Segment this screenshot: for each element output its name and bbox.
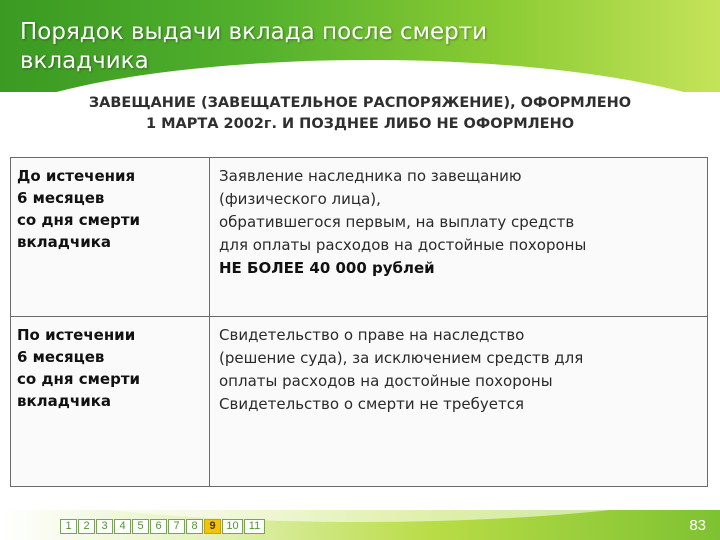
info-table — [10, 157, 708, 487]
period-line: 6 месяцев — [17, 348, 105, 366]
table-row — [11, 158, 707, 317]
condition-line: оплаты расходов на достойные похороны — [219, 372, 553, 390]
slide-title-line: Порядок выдачи вклада после смерти — [20, 19, 488, 45]
page-button-6[interactable]: 6 — [150, 519, 167, 534]
period-line: До истечения — [17, 167, 136, 185]
page-button-3[interactable]: 3 — [96, 519, 113, 534]
subtitle-line: 1 МАРТА 2002г. И ПОЗДНЕЕ ЛИБО НЕ ОФОРМЛЕНО — [145, 116, 575, 132]
subtitle — [40, 93, 680, 135]
condition-line: (физического лица), — [219, 190, 381, 208]
page-button-1[interactable]: 1 — [60, 519, 77, 534]
condition-cell — [210, 317, 707, 486]
page-button-10[interactable]: 10 — [222, 519, 243, 534]
period-cell — [11, 317, 210, 486]
subtitle-line: ЗАВЕЩАНИЕ (ЗАВЕЩАТЕЛЬНОЕ РАСПОРЯЖЕНИЕ), ОФОРМЛЕНО — [88, 95, 632, 111]
period-line: со дня смерти — [17, 370, 141, 388]
page-button-11[interactable]: 11 — [244, 519, 265, 534]
period-cell — [11, 158, 210, 316]
period-line: вкладчика — [17, 233, 112, 251]
period-line: со дня смерти — [17, 211, 141, 229]
page-button-4[interactable]: 4 — [114, 519, 131, 534]
slide-title-line: вкладчика — [20, 48, 149, 74]
condition-cell — [210, 158, 707, 316]
page-button-7[interactable]: 7 — [168, 519, 185, 534]
amount-limit: НЕ БОЛЕЕ 40 000 рублей — [219, 259, 435, 277]
condition-line: для оплаты расходов на достойные похороны — [219, 236, 587, 254]
slide-pager — [60, 519, 265, 537]
period-line: 6 месяцев — [17, 189, 105, 207]
condition-line: Заявление наследника по завещанию — [219, 167, 522, 185]
period-line: По истечении — [17, 326, 136, 344]
condition-line: (решение суда), за исключением средств для — [219, 349, 584, 367]
condition-line: Свидетельство о праве на наследство — [219, 326, 525, 344]
slide-title — [20, 18, 680, 76]
page-button-8[interactable]: 8 — [186, 519, 203, 534]
page-button-2[interactable]: 2 — [78, 519, 95, 534]
period-line: вкладчика — [17, 392, 112, 410]
slide-number: 83 — [689, 517, 706, 534]
page-button-9-active[interactable]: 9 — [204, 519, 221, 534]
condition-line: Свидетельство о смерти не требуется — [219, 395, 524, 413]
table-row — [11, 317, 707, 486]
condition-line: обратившегося первым, на выплату средств — [219, 213, 575, 231]
page-button-5[interactable]: 5 — [132, 519, 149, 534]
